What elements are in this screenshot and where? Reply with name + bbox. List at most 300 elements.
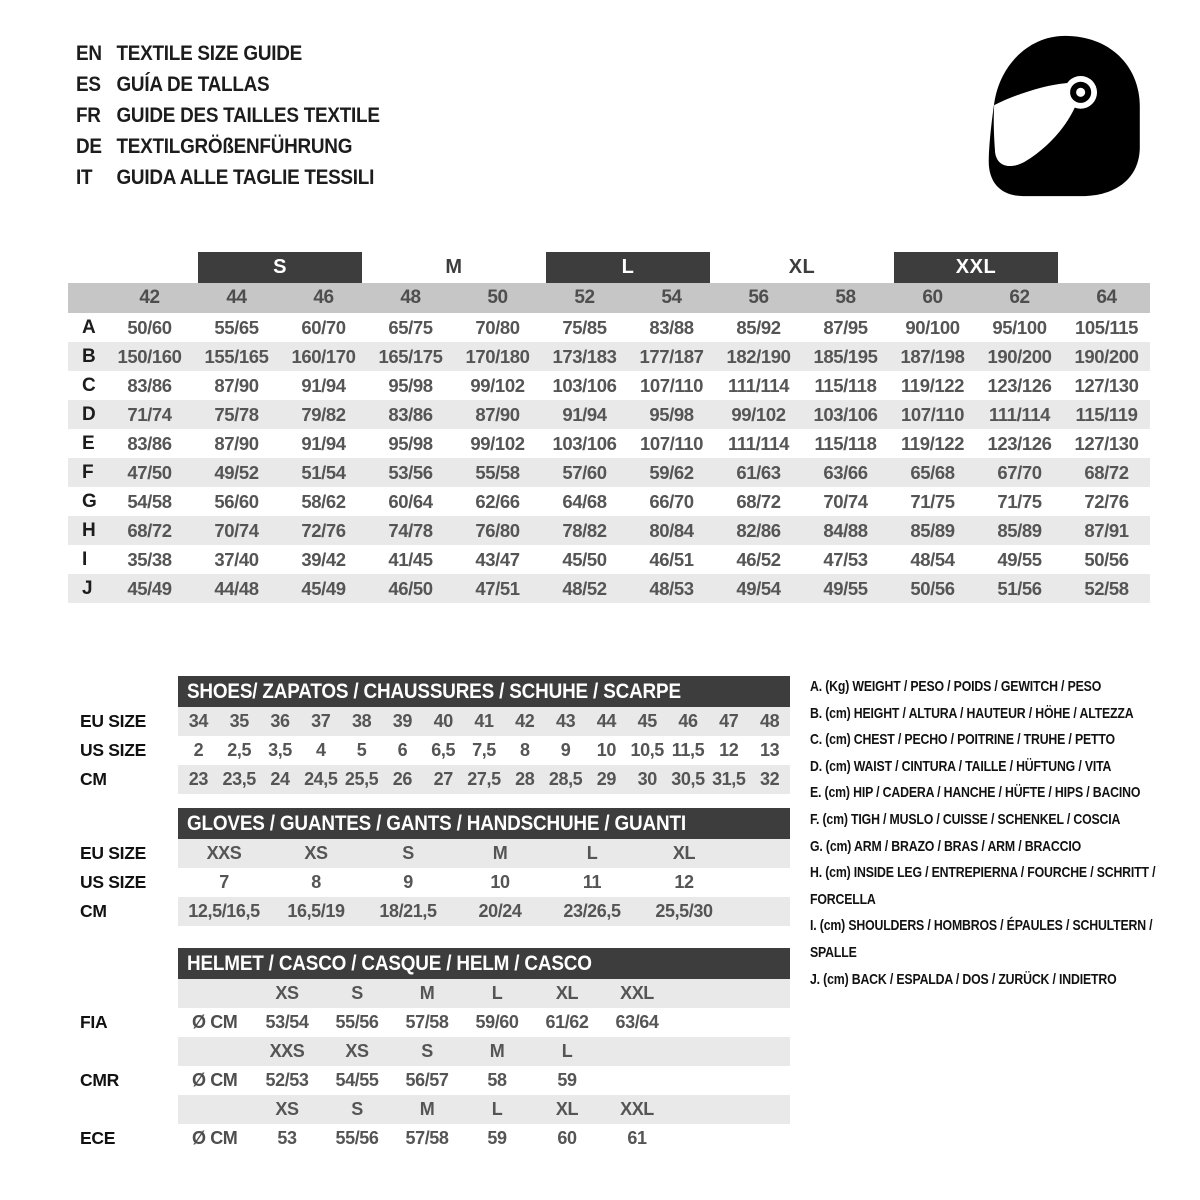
shoe-us-size: 10,5	[630, 740, 664, 760]
helmet-value: 53	[277, 1128, 297, 1148]
size-value: 150/160	[117, 345, 182, 367]
helmet-size: M	[489, 1041, 505, 1061]
helmet-size: S	[351, 1099, 363, 1119]
size-value: 103/106	[552, 432, 617, 454]
helmet-value: 56/57	[405, 1070, 449, 1090]
shoe-eu-size: 47	[719, 711, 739, 731]
size-table-row	[68, 371, 1150, 400]
size-value: 39/42	[301, 548, 346, 570]
size-table-body	[68, 313, 1150, 603]
size-value: 48/52	[562, 577, 607, 599]
size-value: 71/75	[910, 490, 955, 512]
gloves-row-label: EU SIZE	[80, 843, 146, 863]
size-value: 48/53	[649, 577, 694, 599]
size-value: 49/54	[736, 577, 781, 599]
size-value: 68/72	[1084, 461, 1129, 483]
row-label: G	[82, 490, 97, 512]
shoe-eu-size: 41	[474, 711, 494, 731]
glove-eu-size: XXS	[206, 843, 242, 863]
size-value: 119/122	[900, 374, 965, 396]
shoe-cm-value: 23,5	[222, 769, 256, 789]
shoe-eu-size: 37	[311, 711, 331, 731]
guide-title: TEXTILGRÖßENFÜHRUNG	[116, 134, 353, 158]
helmet-size: XS	[345, 1041, 369, 1061]
size-value: 41/45	[388, 548, 433, 570]
shoes-table-title: SHOES/ ZAPATOS / CHAUSSURES / SCHUHE / SCARPE	[187, 679, 681, 703]
shoe-us-size: 2,5	[227, 740, 252, 760]
racing-helmet-icon-svg	[976, 22, 1158, 210]
size-value: 85/92	[736, 316, 781, 338]
size-value: 190/200	[987, 345, 1052, 367]
size-value: 95/98	[649, 403, 694, 425]
measurement-legend-item: F. (cm) TIGH / MUSLO / CUISSE / SCHENKEL / COSCIA	[810, 810, 1121, 828]
column-header: 60	[922, 287, 943, 308]
helmet-value: 55/56	[335, 1128, 379, 1148]
column-header: 42	[139, 287, 160, 308]
shoe-us-size: 12	[719, 740, 739, 760]
column-header: 48	[400, 287, 421, 308]
shoes-cm-row	[178, 765, 790, 794]
size-value: 91/94	[301, 374, 346, 396]
shoe-eu-size: 39	[392, 711, 412, 731]
helmet-size: XS	[275, 983, 299, 1003]
size-value: 91/94	[301, 432, 346, 454]
shoe-us-size: 3,5	[268, 740, 292, 760]
gloves-row-label: CM	[80, 901, 107, 921]
shoe-eu-size: 48	[759, 711, 780, 731]
numeric-size-header-row	[68, 283, 1150, 313]
size-value: 91/94	[562, 403, 607, 425]
shoe-eu-size: 34	[188, 711, 209, 731]
shoe-us-size: 6	[397, 740, 408, 760]
size-value: 45/49	[127, 577, 172, 599]
size-value: 70/74	[214, 519, 259, 541]
helmet-value-row	[178, 1066, 790, 1095]
size-value: 79/82	[301, 403, 346, 425]
language-code: EN	[76, 41, 102, 65]
size-table-row	[68, 458, 1150, 487]
size-value: 55/58	[475, 461, 520, 483]
shoe-us-size: 13	[759, 740, 780, 760]
helmet-value: 55/56	[335, 1012, 379, 1032]
size-value: 63/66	[823, 461, 868, 483]
racing-helmet-icon	[976, 22, 1158, 210]
size-value: 55/65	[214, 316, 259, 338]
shoe-eu-size: 35	[229, 711, 249, 731]
helmet-size: XXS	[269, 1041, 305, 1061]
size-value: 65/75	[388, 316, 433, 338]
size-value: 170/180	[465, 345, 530, 367]
helmet-size-row	[178, 1037, 790, 1066]
size-value: 74/78	[388, 519, 433, 541]
helmet-size: S	[351, 983, 363, 1003]
size-value: 70/80	[475, 316, 520, 338]
shoe-cm-value: 28,5	[548, 769, 583, 789]
size-value: 71/74	[127, 403, 172, 425]
size-value: 78/82	[562, 519, 607, 541]
helmet-value: 53/54	[265, 1012, 309, 1032]
size-table-row	[68, 429, 1150, 458]
size-value: 87/91	[1084, 519, 1129, 541]
shoe-eu-size: 40	[433, 711, 453, 731]
row-label: C	[82, 374, 96, 396]
helmet-value: 57/58	[405, 1012, 449, 1032]
shoe-cm-value: 31,5	[712, 769, 746, 789]
language-code: IT	[76, 165, 93, 189]
size-table-row	[68, 400, 1150, 429]
size-value: 47/50	[127, 461, 172, 483]
shoe-cm-value: 26	[392, 769, 412, 789]
size-value: 95/100	[992, 316, 1047, 338]
size-value: 105/115	[1074, 316, 1139, 338]
helmet-size-table	[178, 948, 790, 1153]
glove-eu-size: M	[492, 843, 508, 863]
size-group-l: L	[546, 252, 710, 283]
size-value: 49/55	[823, 577, 868, 599]
size-value: 107/110	[639, 374, 704, 396]
size-value: 87/95	[823, 316, 868, 338]
helmet-size: XL	[555, 1099, 579, 1119]
size-value: 70/74	[823, 490, 868, 512]
measurement-legend-item: E. (cm) HIP / CADERA / HANCHE / HÜFTE / HIPS / BACINO	[810, 784, 1141, 802]
size-value: 49/55	[997, 548, 1042, 570]
size-value: 35/38	[127, 548, 172, 570]
size-value: 51/54	[301, 461, 346, 483]
glove-cm-value: 25,5/30	[655, 901, 713, 921]
size-value: 84/88	[823, 519, 868, 541]
size-value: 111/114	[988, 403, 1050, 425]
helmet-size: XS	[275, 1099, 299, 1119]
size-value: 173/183	[552, 345, 617, 367]
measurement-legend-item: B. (cm) HEIGHT / ALTURA / HAUTEUR / HÖHE / ALTEZZA	[810, 704, 1134, 722]
shoe-cm-value: 24,5	[304, 769, 338, 789]
shoe-cm-value: 30,5	[671, 769, 705, 789]
gloves-table-header-bar	[178, 808, 790, 839]
garment-size-table	[68, 252, 1150, 603]
size-table-row	[68, 313, 1150, 342]
glove-us-size: 8	[311, 872, 321, 892]
shoe-us-size: 4	[315, 740, 326, 760]
language-header	[76, 38, 380, 193]
language-code: DE	[76, 134, 102, 158]
size-value: 185/195	[813, 345, 878, 367]
helmet-value: 59	[557, 1070, 577, 1090]
helmet-size: XXL	[620, 983, 654, 1003]
size-value: 115/118	[814, 374, 877, 396]
size-value: 37/40	[214, 548, 259, 570]
size-value: 49/52	[214, 461, 259, 483]
shoe-eu-size: 42	[515, 711, 535, 731]
helmet-table-title: HELMET / CASCO / CASQUE / HELM / CASCO	[187, 951, 592, 975]
size-value: 56/60	[214, 490, 259, 512]
helmet-value: 54/55	[335, 1070, 379, 1090]
size-table-row	[68, 574, 1150, 603]
glove-us-size: 10	[490, 872, 510, 892]
helmet-value: 57/58	[405, 1128, 449, 1148]
column-header: 52	[574, 287, 595, 308]
glove-cm-value: 20/24	[478, 901, 522, 921]
size-value: 53/56	[388, 461, 433, 483]
size-value: 99/102	[470, 432, 525, 454]
row-label: E	[82, 432, 95, 454]
size-table-row	[68, 545, 1150, 574]
shoe-us-size: 2	[193, 740, 204, 760]
size-value: 85/89	[997, 519, 1042, 541]
shoe-cm-value: 32	[759, 769, 780, 789]
size-value: 187/198	[900, 345, 965, 367]
gloves-table-title: GLOVES / GUANTES / GANTS / HANDSCHUHE / GUANTI	[187, 811, 686, 835]
gloves-row-label: US SIZE	[80, 872, 146, 892]
size-value: 45/50	[562, 548, 607, 570]
language-line	[76, 69, 380, 100]
size-value: 46/50	[388, 577, 433, 599]
size-value: 60/70	[301, 316, 346, 338]
size-value: 65/68	[910, 461, 955, 483]
size-value: 107/110	[639, 432, 704, 454]
size-value: 72/76	[1084, 490, 1129, 512]
size-value: 107/110	[900, 403, 965, 425]
size-value: 119/122	[900, 432, 965, 454]
helmet-table-body	[178, 979, 790, 1153]
size-table-row	[68, 516, 1150, 545]
size-value: 80/84	[649, 519, 694, 541]
column-header: 58	[835, 287, 856, 308]
size-value: 111/114	[727, 432, 789, 454]
helmet-standard-label: FIA	[80, 1012, 108, 1032]
helmet-value-row	[178, 1124, 790, 1153]
column-header: 54	[661, 287, 682, 308]
gloves-eu-size-row	[178, 839, 790, 868]
size-value: 190/200	[1074, 345, 1139, 367]
size-value: 44/48	[214, 577, 259, 599]
shoe-cm-value: 30	[637, 769, 657, 789]
glove-eu-size: XL	[672, 843, 696, 863]
glove-cm-value: 16,5/19	[287, 901, 345, 921]
row-label: F	[82, 461, 94, 483]
helmet-value-row	[178, 1008, 790, 1037]
size-value: 85/89	[910, 519, 955, 541]
gloves-size-table	[178, 808, 790, 926]
size-value: 50/56	[910, 577, 955, 599]
size-value: 182/190	[726, 345, 791, 367]
column-header: 50	[487, 287, 508, 308]
glove-us-size: 7	[219, 872, 229, 892]
row-label: J	[82, 577, 93, 599]
helmet-size: L	[561, 1041, 573, 1061]
measurement-legend	[810, 674, 1181, 993]
size-value: 75/85	[562, 316, 607, 338]
size-value: 155/165	[204, 345, 269, 367]
size-value: 165/175	[378, 345, 443, 367]
diameter-unit-label: Ø CM	[192, 1070, 238, 1090]
diameter-unit-label: Ø CM	[192, 1128, 238, 1148]
size-value: 87/90	[214, 374, 259, 396]
guide-title: GUIDA ALLE TAGLIE TESSILI	[116, 165, 375, 189]
size-value: 123/126	[987, 432, 1052, 454]
language-code: FR	[76, 103, 101, 127]
row-label: H	[82, 519, 96, 541]
size-value: 48/54	[910, 548, 955, 570]
gloves-cm-row	[178, 897, 790, 926]
shoes-row-label: EU SIZE	[80, 711, 146, 731]
size-value: 99/102	[731, 403, 786, 425]
shoe-us-size: 11,5	[671, 740, 705, 760]
shoe-eu-size: 36	[270, 711, 290, 731]
shoe-us-size: 7,5	[472, 740, 496, 760]
size-value: 46/52	[736, 548, 781, 570]
size-value: 54/58	[127, 490, 172, 512]
size-value: 45/49	[301, 577, 346, 599]
helmet-size-row	[178, 979, 790, 1008]
language-line	[76, 100, 380, 131]
shoe-eu-size: 43	[555, 711, 576, 731]
measurement-legend-item: I. (cm) SHOULDERS / HOMBROS / ÉPAULES / SCHULTERN / SPALLE	[810, 917, 1153, 961]
shoe-cm-value: 28	[515, 769, 535, 789]
measurement-legend-item: C. (cm) CHEST / PECHO / POITRINE / TRUHE / PETTO	[810, 731, 1115, 749]
helmet-size: XXL	[620, 1099, 654, 1119]
size-value: 127/130	[1074, 432, 1139, 454]
shoes-row-label: US SIZE	[80, 740, 146, 760]
language-line	[76, 131, 380, 162]
guide-title: TEXTILE SIZE GUIDE	[116, 41, 303, 65]
size-value: 127/130	[1074, 374, 1139, 396]
language-code: ES	[76, 72, 101, 96]
helmet-value: 61/62	[545, 1012, 589, 1032]
size-value: 95/98	[388, 432, 433, 454]
size-value: 177/187	[639, 345, 704, 367]
size-value: 99/102	[470, 374, 525, 396]
helmet-value: 59/60	[475, 1012, 519, 1032]
measurement-legend-item: H. (cm) INSIDE LEG / ENTREPIERNA / FOURCHE / SCHRITT / FORCELLA	[810, 864, 1156, 908]
size-value: 83/86	[127, 374, 172, 396]
shoes-table-header-bar	[178, 676, 790, 707]
shoe-cm-value: 25,5	[344, 769, 379, 789]
size-group-m: M	[445, 256, 463, 278]
size-value: 75/78	[214, 403, 259, 425]
size-group-xxl: XXL	[894, 252, 1058, 283]
size-value: 58/62	[301, 490, 346, 512]
size-value: 51/56	[997, 577, 1042, 599]
size-table-row	[68, 342, 1150, 371]
shoe-cm-value: 23	[188, 769, 209, 789]
column-header: 64	[1096, 287, 1117, 308]
helmet-size-row	[178, 1095, 790, 1124]
shoe-us-size: 6,5	[431, 740, 456, 760]
size-value: 72/76	[301, 519, 346, 541]
glove-us-size: 9	[403, 872, 413, 892]
shoe-cm-value: 27,5	[467, 769, 501, 789]
row-label: A	[82, 316, 96, 338]
size-table-row	[68, 487, 1150, 516]
size-value: 52/58	[1084, 577, 1129, 599]
column-header: 62	[1009, 287, 1030, 308]
size-value: 60/64	[388, 490, 433, 512]
size-value: 43/47	[475, 548, 520, 570]
language-line	[76, 38, 380, 69]
size-value: 66/70	[649, 490, 694, 512]
size-value: 87/90	[475, 403, 520, 425]
shoe-cm-value: 27	[433, 769, 453, 789]
helmet-size: XL	[555, 983, 579, 1003]
helmet-table-header-bar	[178, 948, 790, 979]
helmet-standard-label: ECE	[80, 1128, 116, 1148]
size-value: 57/60	[562, 461, 607, 483]
glove-us-size: 11	[582, 872, 602, 892]
size-value: 68/72	[127, 519, 172, 541]
glove-cm-value: 12,5/16,5	[188, 901, 260, 921]
size-group-header-row	[68, 252, 1150, 283]
size-value: 87/90	[214, 432, 259, 454]
column-header: 46	[313, 287, 334, 308]
size-value: 62/66	[475, 490, 520, 512]
helmet-size: S	[421, 1041, 433, 1061]
size-value: 111/114	[727, 374, 789, 396]
glove-eu-size: L	[586, 843, 598, 863]
shoe-eu-size: 44	[596, 711, 616, 731]
shoes-size-table	[178, 676, 790, 794]
size-value: 68/72	[736, 490, 781, 512]
language-line	[76, 162, 380, 193]
size-value: 59/62	[649, 461, 694, 483]
guide-title: GUIDE DES TAILLES TEXTILE	[116, 103, 380, 127]
size-value: 103/106	[552, 374, 617, 396]
helmet-value: 61	[627, 1128, 647, 1148]
glove-cm-value: 23/26,5	[563, 901, 621, 921]
size-value: 90/100	[905, 316, 960, 338]
helmet-size: L	[491, 983, 503, 1003]
helmet-standard-label: CMR	[80, 1070, 119, 1090]
size-value: 82/86	[736, 519, 781, 541]
size-value: 64/68	[562, 490, 607, 512]
size-value: 61/63	[736, 461, 781, 483]
shoe-eu-size: 46	[678, 711, 698, 731]
helmet-value: 63/64	[615, 1012, 659, 1032]
size-value: 83/86	[388, 403, 433, 425]
helmet-value: 60	[557, 1128, 577, 1148]
size-value: 47/51	[475, 577, 520, 599]
size-group-xl: XL	[788, 256, 816, 278]
size-value: 115/118	[814, 432, 877, 454]
row-label: I	[82, 548, 88, 570]
measurement-legend-item: A. (Kg) WEIGHT / PESO / POIDS / GEWITCH / PESO	[810, 678, 1102, 695]
shoe-us-size: 10	[596, 740, 616, 760]
measurement-legend-item: J. (cm) BACK / ESPALDA / DOS / ZURÜCK / INDIETRO	[810, 970, 1117, 988]
size-value: 46/51	[649, 548, 694, 570]
size-value: 83/88	[649, 316, 694, 338]
size-value: 103/106	[813, 403, 878, 425]
gloves-us-size-row	[178, 868, 790, 897]
shoes-us-size-row	[178, 736, 790, 765]
shoe-us-size: 9	[560, 740, 571, 760]
size-value: 47/53	[823, 548, 868, 570]
glove-us-size: 12	[674, 872, 694, 892]
helmet-size: M	[419, 983, 435, 1003]
column-header: 56	[748, 287, 769, 308]
glove-eu-size: S	[402, 843, 414, 863]
shoes-row-label: CM	[80, 769, 107, 789]
shoes-eu-size-row	[178, 707, 790, 736]
guide-title: GUÍA DE TALLAS	[116, 72, 270, 96]
size-group-s: S	[198, 252, 362, 283]
shoe-us-size: 5	[356, 740, 367, 760]
size-value: 50/60	[127, 316, 172, 338]
shoe-cm-value: 29	[596, 769, 616, 789]
helmet-size: L	[491, 1099, 503, 1119]
size-value: 160/170	[291, 345, 356, 367]
size-value: 67/70	[997, 461, 1042, 483]
size-value: 83/86	[127, 432, 172, 454]
size-value: 123/126	[987, 374, 1052, 396]
